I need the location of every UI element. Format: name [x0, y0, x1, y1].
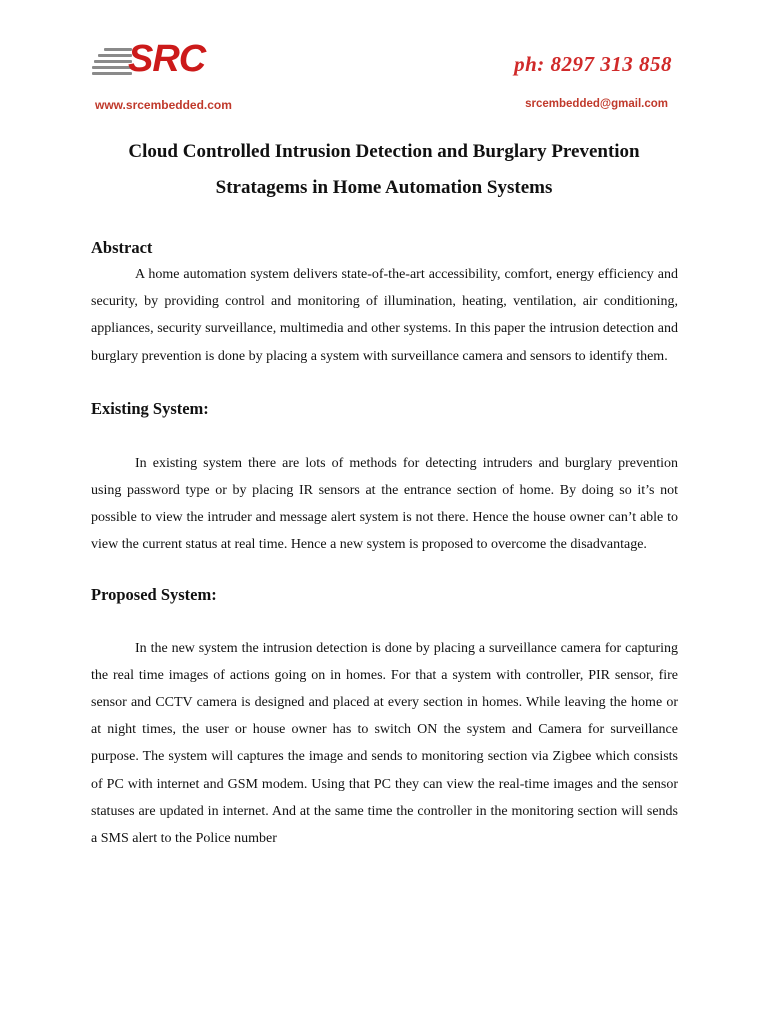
title-line-2: Stratagems in Home Automation Systems	[215, 177, 553, 198]
proposed-system-paragraph: In the new system the intrusion detection is done by placing a surveillance camera for capturing the real time images of actions going on in homes. For that a system with controller, PIR sensor, fire sensor and CCTV camera is designed and placed at every section in homes. While leaving the home or at night times, the user or house owner has to switch ON the system and Camera for surveillance purpose. The system will captures the image and sends to monitoring section via Zigbee which consists of PC with internet and GSM modem. Using that PC they can view the real-time images and the sensor statuses are updated in internet. And at the same time the controller in the monitoring section will sends a SMS alert to the Police number	[91, 640, 678, 847]
letterhead	[0, 0, 768, 120]
abstract-heading: Abstract	[91, 238, 153, 257]
existing-system-paragraph: In existing system there are lots of methods for detecting intruders and burglary prevention using password type or by placing IR sensors at the entrance section of home. By doing so it’s not possible to view the intruder and message alert system is not there. Hence the house owner can’t able to view the current status at real time. Hence a new system is proposed to overcome the disadvantage.	[91, 455, 678, 553]
document-title	[60, 134, 708, 206]
document-body	[91, 236, 678, 852]
src-logo	[92, 38, 212, 86]
website-link[interactable]: www.srcembedded.com	[95, 98, 232, 112]
abstract-paragraph: A home automation system delivers state-of-the-art accessibility, comfort, energy efficiency and security, by providing control and monitoring of illumination, heating, ventilation, air conditioning, appliances, security surveillance, multimedia and other systems. In this paper the intrusion detection and burglary prevention is done by placing a system with surveillance camera and sensors to identify them.	[91, 267, 678, 364]
existing-system-heading: Existing System:	[91, 398, 209, 418]
phone-number: ph: 8297 313 858	[514, 52, 672, 76]
email-link[interactable]: srcembedded@gmail.com	[525, 98, 668, 110]
title-line-1: Cloud Controlled Intrusion Detection and Burglary Prevention	[128, 141, 640, 162]
proposed-system-heading: Proposed System:	[91, 584, 217, 604]
logo-text: SRC	[128, 38, 206, 80]
